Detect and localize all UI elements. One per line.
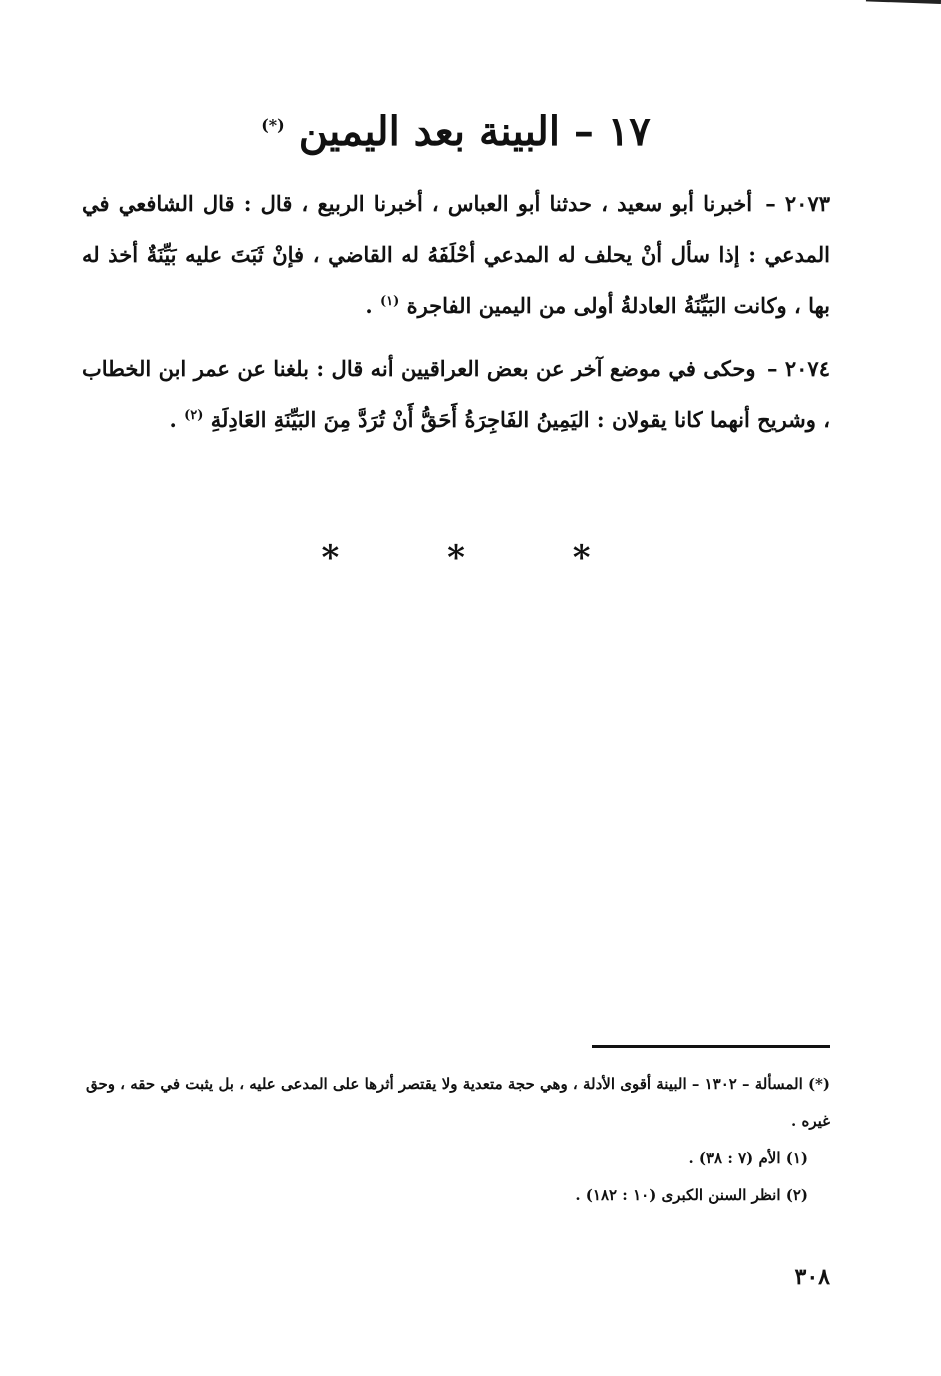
- footnote-1: (١) الأم (٧ : ٣٨) .: [688, 1149, 808, 1167]
- page-number: ٣٠٨: [794, 1264, 830, 1290]
- footnote-ref[interactable]: (٢): [184, 408, 204, 423]
- chapter-title-marker: (*): [261, 115, 285, 135]
- footnote-2: (٢) انظر السنن الكبرى (١٠ : ١٨٢) .: [575, 1186, 808, 1204]
- paragraph-text: أخبرنا أبو سعيد ، حدثنا أبو العباس ، أخبرنا الربيع ، قال : قال الشافعي في المدعي : إذا سأل أنْ يحلف له المدعي أحْلَفَهُ له القاضي ، فإنْ ثَبَتَ عليه بَيِّنَةٌ أخذ له بها ، وكانت البَيِّنَةُ العادلةُ أولى من اليمين الفاجرة: [82, 191, 830, 318]
- footnotes: [82, 1066, 830, 1214]
- paragraph-number: ٢٠٧٣ –: [765, 191, 831, 216]
- paragraph-end: .: [169, 407, 185, 432]
- section-separator: * * *: [321, 538, 639, 578]
- paragraph-number: ٢٠٧٤ –: [766, 356, 830, 381]
- paragraph-end: .: [365, 293, 380, 318]
- chapter-title: [82, 108, 830, 156]
- footnote-divider: [592, 1045, 830, 1048]
- paragraph-2073: [82, 178, 830, 331]
- footnote-main: (*) المسألة – ١٣٠٢ – البينة أقوى الأدلة ، وهي حجة متعدية ولا يقتصر أثرها على المدعى عليه ، بل يثبت في حقه ، وحق غيره .: [85, 1075, 830, 1130]
- paragraph-2074: [82, 343, 830, 445]
- book-page: [82, 108, 830, 1358]
- scan-edge-mark: [866, 0, 941, 10]
- footnote-ref[interactable]: (١): [379, 294, 400, 309]
- chapter-title-text: ١٧ – البينة بعد اليمين: [298, 108, 651, 155]
- paragraph-text: وحكى في موضع آخر عن بعض العراقيين أنه قال : بلغنا عن عمر ابن الخطاب ، وشريح أنهما كانا يقولان : اليَمِينُ الفَاجِرَةُ أَحَقُّ أَنْ تُرَدَّ مِنَ البَيِّنَةِ العَادِلَةِ: [82, 356, 830, 432]
